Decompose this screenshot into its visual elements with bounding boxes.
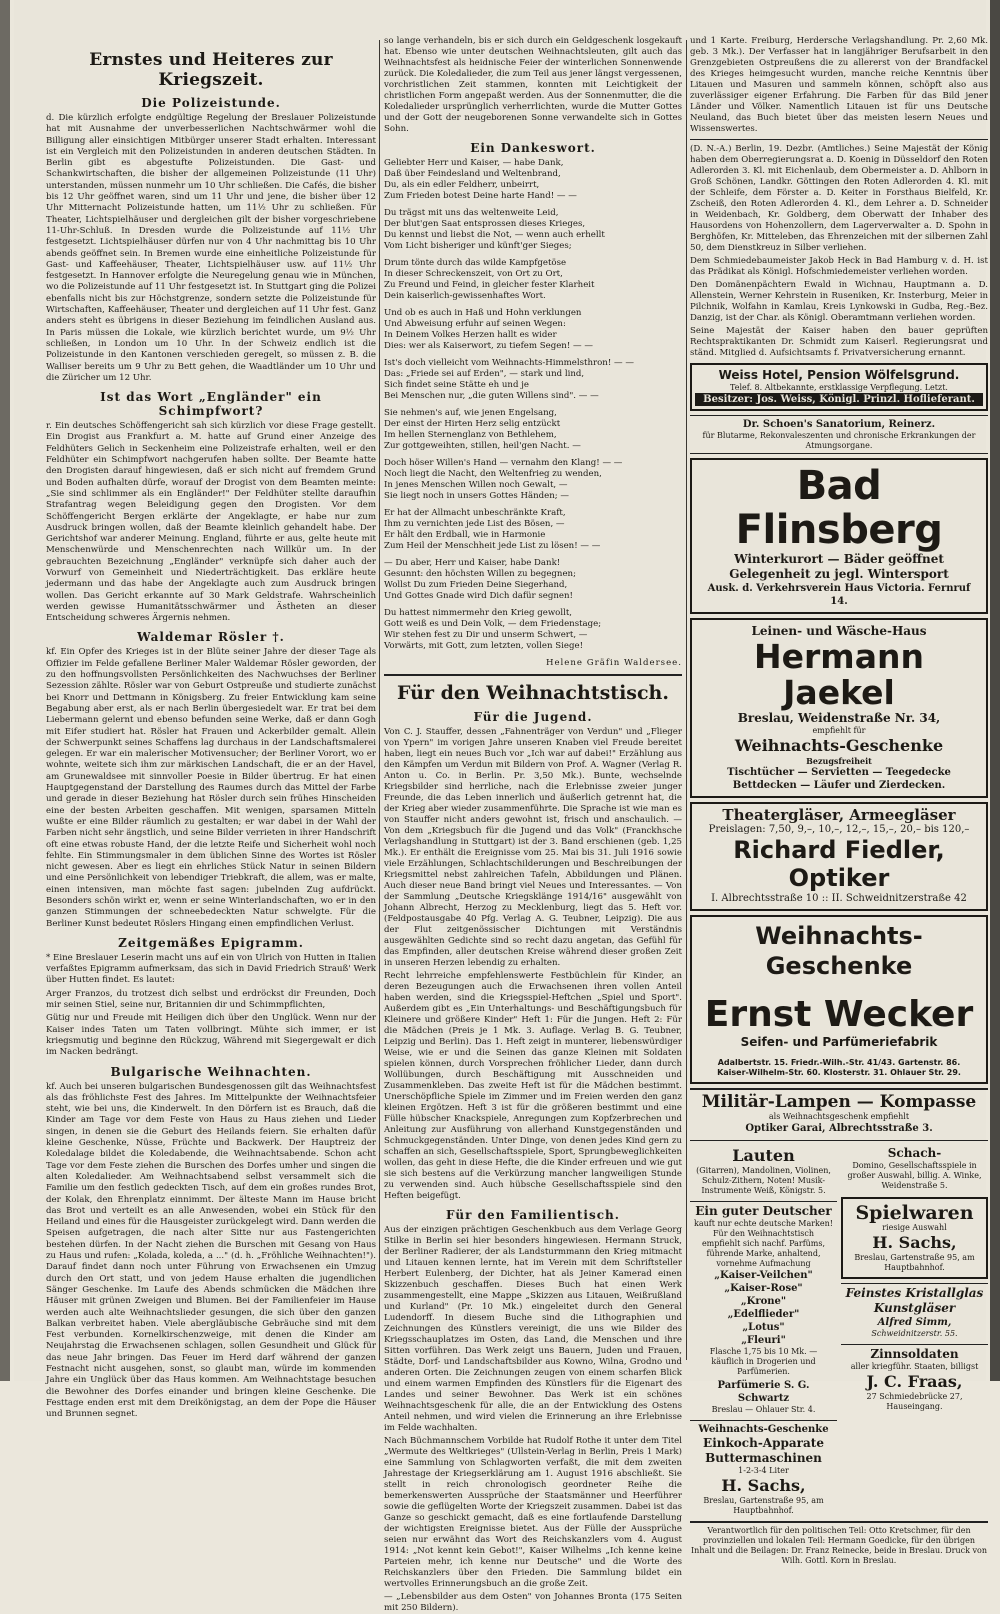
ad-title: Weiss Hotel, Pension Wölfelsgrund. — [718, 368, 960, 382]
poem-line: Zur gottgeweihten, stillen, heil'gen Nacht. — — [384, 441, 581, 451]
poem-author: Helene Gräfin Waldersee. — [545, 658, 682, 668]
perfume-item: „Fleuri" — [741, 1335, 786, 1346]
ad-address: Breslau, Weidenstraße Nr. 34, — [737, 711, 941, 725]
ad-column-left — [690, 1141, 837, 1521]
article-heading: Zeitgemäßes Epigramm. — [118, 935, 304, 950]
section-title: Für den Weihnachtstisch. — [397, 682, 669, 704]
ad-spielwaren — [841, 1197, 988, 1279]
ad-title: Parfümerie S. G. Schwartz — [717, 1380, 810, 1404]
ad-address: Adalbertstr. 15. Friedr.-Wilh.-Str. 41/43. Gartenstr. 86. — [717, 1058, 961, 1067]
poem-line: Gesunnt: den höchsten Willen zu begegnen; — [384, 569, 576, 579]
ad-owner: Besitzer: Jos. Weiss, Königl. Prinzl. Hoflieferant. — [695, 393, 983, 406]
poem-line: Vom Licht bisheriger und künft'ger Sieges; — [384, 241, 572, 251]
ad-address: I. Albrechtsstraße 10 :: II. Schweidnitzerstraße 42 — [711, 893, 967, 904]
ad-text: 1-2-3-4 Liter — [738, 1466, 789, 1475]
ad-title: Ein guter Deutscher — [695, 1204, 832, 1218]
article-heading: Die Polizeistunde. — [141, 96, 281, 110]
poem-stanza — [384, 458, 682, 502]
column-2 — [384, 36, 682, 1613]
ad-zinn — [841, 1344, 988, 1414]
divider — [690, 139, 988, 140]
poem-line: Zu Freund und Feind, in gleicher fester Klarheit — [384, 280, 595, 290]
poem-line: Dies: wer als Kaiserwort, zu tiefem Segen! — — — [384, 341, 593, 351]
ad-text: als Weihnachtsgeschenk empfiehlt — [768, 1112, 910, 1121]
ad-text: Bezugsfreiheit — [806, 756, 872, 766]
imprint-footer: Verantwortlich für den politischen Teil: Otto Kretschmer, für den provinziellen und lokalen Teil: Hermann Goedicke, für den übrigen Inhalt und die Beilagen: Dr. Franz Reinecke, beide in Breslau. Druck von Wilh. Gottl. Korn in Breslau. — [690, 1521, 988, 1566]
poem-line: Daß über Feindesland und Weltenbrand, — [384, 169, 561, 179]
article-paragraph: (D. N.-A.) Berlin, 19. Dezbr. (Amtliches.) Seine Majestät der König haben dem Oberregierungsrat a. D. Koenig in Düsseldorf den Roten Adlerorden 3. Kl. mit Eichenlaub, dem Obermeister a. D. Ahlborn in Groß Schönen, Landkr. Göttingen den Roten Adlerorden 4. Kl. mit der Schleife, dem Förster a. D. Keiter in Forsthaus Bielfeld, Kr. Zscheiß, den Roten Adlerorden 4. Kl., dem Lehrer a. D. Schneider in Weidenbach, Kr. Goldberg, dem Oberwatt der Inhaber des Hausordens von Hohenzollern, dem Lagerverwalter a. D. Spohn in Berghöfen, Kr. Mitteleben, das Ehrenzeichen mit der silbernen Zahl 50, dem Dienstkreuz in Silber verliehen. — [690, 144, 988, 253]
ad-fiedler — [690, 802, 988, 911]
ad-title: H. Sachs, — [721, 1476, 806, 1495]
poem-line: Dein kaiserlich-gewissenhaftes Wort. — [384, 291, 546, 301]
ad-schach — [841, 1144, 988, 1193]
poem-line: Bei Menschen nur, „die guten Willens sind". — — — [384, 391, 599, 401]
ad-heading: Weihnachts-Geschenke — [755, 922, 923, 980]
article-paragraph: Dem Schmiedebaumeister Jakob Heck in Bad Hamburg v. d. H. ist das Prädikat als Königl. Hofschmiedemeister verliehen worden. — [690, 256, 988, 277]
ad-text: (Gitarren), Mandolinen, Violinen, Schulz-Zithern, Noten! Musik-Instrumente Weiß, Königstr. 5. — [696, 1166, 831, 1195]
newspaper-page — [14, 0, 988, 1613]
ad-owner: Alfred Simm, — [877, 1317, 952, 1328]
ad-title: Ernst Wecker — [704, 994, 974, 1035]
ad-title: Feinstes Kristallglas Kunstgläser — [845, 1286, 984, 1315]
poem-line: Du trägst mit uns das weltenweite Leid, — [384, 208, 559, 218]
ad-text: Gelegenheit zu jegl. Wintersport — [729, 567, 949, 581]
perfume-item: „Lotus" — [742, 1322, 785, 1333]
poem-line: Gott weiß es und Dein Volk, — dem Friedenstage; — [384, 619, 602, 629]
poem-line: Du hattest nimmermehr den Krieg gewollt, — [384, 608, 573, 618]
ad-title: Lauten — [732, 1146, 795, 1165]
ad-text: aller kriegführ. Staaten, billigst — [850, 1362, 979, 1371]
article-continuation: so lange verhandeln, bis er sich durch ein Geldgeschenk losgekauft hat. Ebenso wie unter deutschen Weihnachtsleuten, gilt auch das Weihnachtsfest als heidnische Feier der winterlichen Sonnenwende zurück. Die Koledalieder, die zum Teil aus jener längst vergessenen, vorchristlichen Zeit stammen, konnten mit Leichtigkeit der christlichen Form angepaßt werden. Aus der Sonnenmutter, die die Koledalieder ursprünglich verherrlichten, wurde die Mutter Gottes und der Gott der neugeborenen Sonne verwandelte sich in Gottes Sohn. — [384, 36, 682, 134]
book-review: und 1 Karte. Freiburg, Herdersche Verlagshandlung. Pr. 2,60 Mk. geb. 3 Mk.). Der Verfasser hat in langjähriger Berufsarbeit in den Grenzgebieten Ostpreußens die zu allererst von der Brandfackel des Krieges heimgesucht wurden, manche reiche Kenntnis über Litauen und Masuren und sammeln können, schöpft also aus zuverlässiger eigener Erfahrung. Die Farben für das Bild jener Länder und Völker. Namentlich Litauen ist für uns Deutsche Neuland, das Buch bietet über das meisten lesern Neues und Wissenswertes. — [690, 36, 988, 134]
ad-title: Hermann Jaekel — [754, 637, 924, 712]
article-paragraph: Aus der einzigen prächtigen Geschenkbuch aus dem Verlage Georg Stilke in Berlin sei hier besonders hingewiesen. Hermann Struck, der Berliner Radierer, der als Landsturmmann den Krieg mitmacht und Litauen kennen lernte, hat im Verein mit dem Schriftsteller Herbert Eulenberg, der Dichter, hat als Jeiner Kamerad einen Skizzenbuch geschaffen. Dieses Buch hat einen Werk zusammengestellt, eine Mappe „Skizzen aus Litauen, Weißrußland und Kurland" (Pr. 10 Mk.) eingeleitet durch den General Ludendorff. In diesem Buche sind die Lithographien und Zeichnungen des Künstlers vereinigt, die uns wie Bilder des Kriegsschauplatzes im Osten, das Land, die Menschen und ihre Sitten vorführen. Das Werk zeigt uns Bauern, Juden und Frauen, Städte, Dorf- und Landschaftsbilder aus Kowno, Wilna, Grodno und anderen Orten. Die Zeichnungen zeugen von einem scharfen Blick und einem warmen Empfinden des Künstlers für die Eigenart des Landes und seiner Bewohner. Das Werk ist ein schönes Weihnachtsgeschenk für alle, die an der Entwicklung des Ostens Anteil nehmen, und wird vielen die Erinnerung an ihre Erlebnisse im Felde wachhalten. — [384, 1225, 682, 1433]
poem-line: Sich findet seine Stätte eh und je — [384, 380, 529, 390]
poem-line: Das: „Friede sei auf Erden", — stark und lind, — [384, 369, 585, 379]
ad-grid — [690, 1140, 988, 1521]
ad-lampen — [690, 1088, 988, 1137]
poem-line: Sie liegt noch in unsers Gottes Händen; — — [384, 491, 570, 501]
poem-line: Und Gottes Gnade wird Dich dafür segnen! — [384, 591, 573, 601]
article-body — [384, 727, 682, 1202]
ad-text: kauft nur echte deutsche Marken! Für den Weihnachtstisch empfiehlt sich nachf. Parfüms, führende Marke, anhaltend, vornehme Aufmachung — [694, 1219, 833, 1268]
ad-title: Zinnsoldaten — [870, 1347, 959, 1361]
ad-top: Leinen- und Wäsche-Haus — [751, 624, 927, 638]
ad-heading: Einkoch-Apparate — [703, 1436, 824, 1450]
subsection-heading: Für die Jugend. — [473, 710, 593, 724]
ad-address: 27 Schmiedebrücke 27, Hauseingang. — [866, 1392, 963, 1411]
poem-line: Wollst Du zum Frieden Deine Siegerhand, — [384, 580, 568, 590]
poem-stanza — [384, 208, 682, 252]
poem-line: Du kennst und liebst die Not, — wenn auch erhellt — [384, 230, 605, 240]
perfume-item: „Kaiser-Rose" — [724, 1283, 803, 1294]
ad-title: Spielwaren — [855, 1202, 974, 1224]
ad-lauten — [690, 1144, 837, 1198]
perfume-item: „Kaiser-Veilchen" — [714, 1270, 813, 1281]
poem-line: Der einst der Hirten Herz selig entzückt — [384, 419, 561, 429]
poem-stanza — [384, 358, 682, 402]
article-paragraph: Recht lehrreiche empfehlenswerte Festbüchlein für Kinder, an deren Bezeugungen auch die Erwachsenen ihren vollen Anteil haben werden, sind die Kriegsspiel-Heftchen „Spiel und Sport". Außerdem gibt es „Ein Unterhaltungs- und Beschäftigungsbuch für Kleinere und größere Kinder" Heft 1: Für die Jungen. Heft 2: Für die Mädchen (Preis je 1 Mk. 3. Auflage. Verlag B. G. Teubner, Leipzig und Berlin). Das 1. Heft zeigt in munterer, liebenswürdiger Weise, wie er und die Seinen das ganze Kleinen mit Soldaten spielen können, durch Vorsprechen fröhlicher Lieder, dann durch Wollübungen, durch Beschäftigung mit Ausschneiden und Zusammenkleben. Das zweite Heft ist für die Mädchen bestimmt. Unerschöpfliche Spiele im Zimmer und im Freien werden den ganz kleinen Ergötzen. Heft 3 ist für die größeren bestimmt und eine Fülle hübscher Knackspiele, Anregungen zum Kopfzerbrechen und Anleitung zur Ausführung von allerhand Kunstgegenständen und Schmuckgegenständen. Unter Dinge, von denen jedes Kind gern zu schaffen an sich, Gesellschaftsspiele, Sport, Sprungbeweglichkeiten wollen, das geht in diese Hefte, die die Kinder erfreuen und wie gut sie sich bestens auf die Verkürzung mancher langweiligen Stunde zu verwenden sind. Auch hübsche Gesellschaftsspiele sind den Heften beigefügt. — [384, 971, 682, 1201]
ad-text: Tischtücher — Servietten — Teegedecke — [727, 767, 951, 778]
poem-line: Der blut'gen Saat entsprossen dieses Krieges, — [384, 219, 586, 229]
article-paragraph: r. Ein deutsches Schöffengericht sah sich kürzlich vor diese Frage gestellt. Ein Drogist aus Frankfurt a. M. hatte auf Grund einer Anzeige des Feldhüters Gelich in Seckenheim eine Polizeistrafe erhalten, weil er den Feldhüter ein Schimpfwort nachgerufen haben sollte. Der Beamte hatte den Drogisten darauf hingewiesen, daß er sich nicht auf fremdem Grund und Boden aufhalten dürfe, worauf der Drogist von dem Beamten meinte: „Sie sind schlimmer als ein Engländer!" Der Feldhüter stellte daraufhin Strafantrag wegen Beleidigung gegen den Drogisten. Vor dem Schöffengericht Bergen erklärte der Angeklagte, er habe nur zum Ausdruck bringen wollen, daß der Beamte kleinlich gehandelt habe. Der Gerichtshof war anderer Meinung. England, führte er aus, gelte heute mit Menschenwürde und Menschenrechten nach Willkür um. In der gebrauchten Bezeichnung „Engländer" verknüpfe sich daher auch der Vorwurf von Gemeinheit und Niederträchtigkeit. Das erkläre heute jedermann und das habe der Angeklagte auch zum Ausdruck bringen wollen. Das Gericht erkannte auf 30 Mark Geldstrafe. Wahrscheinlich werden gewisse Humanitätsschwärmer und Ästheten an dieser Entscheidung schweres Ärgernis nehmen. — [46, 421, 376, 624]
article-heading: Waldemar Rösler †. — [137, 630, 285, 645]
ad-address: Breslau, Gartenstraße 95, am Hauptbahnhof. — [703, 1496, 824, 1515]
ad-text: Bettdecken — Läufer und Zierdecken. — [732, 780, 946, 791]
poem-stanza — [384, 158, 682, 202]
divider — [384, 674, 682, 676]
ad-jaekel — [690, 618, 988, 798]
poem-line: Und ob es auch in Haß und Hohn verklungen — [384, 308, 582, 318]
poem-line: Sie nehmen's auf, wie jenen Engelsang, — [384, 408, 557, 418]
ad-text: Winterkurort — Bäder geöffnet — [734, 552, 944, 566]
subsection-heading: Für den Familientisch. — [446, 1208, 620, 1222]
article-paragraph: Seine Majestät der Kaiser haben den bauer geprüften Rechtspraktikanten Dr. Schmidt zum Kaiserl. Regierungsrat und ständ. Mitglied d. Aufsichtsamts f. Privatversicherung ernannt. — [690, 326, 988, 358]
poem — [384, 158, 682, 652]
official-news — [690, 144, 988, 359]
poem-line: Er hält den Erdball, wie in Harmonie — [384, 530, 546, 540]
column-rule — [379, 40, 380, 1360]
article-paragraph: — „Lebensbilder aus dem Osten" von Johannes Bronta (175 Seiten mit 250 Bildern). — [384, 1592, 682, 1613]
poem-line: — Du aber, Herr und Kaiser, habe Dank! — [384, 558, 561, 568]
section-title: Ernstes und Heiteres zur Kriegszeit. — [89, 50, 333, 90]
poem-line: Ihm zu vernichten jede List des Bösen, — — [384, 519, 565, 529]
ad-column-right — [841, 1141, 988, 1521]
article-paragraph: Nach Büchmannschem Vorbilde hat Rudolf Rothe it unter dem Titel „Wermute des Weltkrieges" (Ullstein-Verlag in Berlin, Preis 1 Mark) eine Sammlung von Schlagworten verfaßt, die mit dem zweiten Jahrestage der Kriegserklärung am 1. August 1916 abschließt. Sie stellt in reich chronologisch geordneter Reihe die bemerkenswerten Aussprüche der Staatsmänner und Heerführer sowie die geflügelten Worte der Kriegszeit zusammen. Dabei ist das Ganze so geschickt gemacht, daß es eine fortlaufende Darstellung der wichtigsten Ereignisse bietet. Aus der Fülle der Aussprüche seien nur erwähnt das Wort des Reichskanzlers vom 4. August 1914: „Not kennt kein Gebot!", Kaiser Wilhelms „Ich kenne keine Parteien mehr, ich kenne nur Deutsche" und die Worte des Reichskanzlers über den Frieden. Die Sammlung bildet ein wertvolles Erinnerungsbuch an die große Zeit. — [384, 1436, 682, 1589]
ad-text: Telef. 8. Altbekannte, erstklassige Verpflegung. Letzt. — [730, 383, 948, 392]
scan-edge-left — [0, 0, 10, 1381]
ad-flinsberg — [690, 458, 988, 614]
article-paragraph: Gütig nur und Freude mit Heiligen dich über den Unglück. Wenn nur der Kaiser indes Taten um Taten vollbringt. Mühte sich immer, er ist kriegsmutig und beginne den Rückzug, Während mit Siegergewalt er dich im Nacken bedrängt. — [46, 1013, 376, 1058]
column-1 — [46, 36, 376, 1420]
perfume-list — [694, 1269, 833, 1347]
ad-text: riesige Auswahl — [882, 1223, 947, 1232]
poem-line: Im hellen Sternenglanz von Bethlehem, — [384, 430, 557, 440]
poem-line: Noch liegt die Nacht, den Weltenfrieg zu wenden, — [384, 469, 602, 479]
ad-text: Domino, Gesellschaftsspiele in großer Auswahl, billig. A. Winke, Weidenstraße 5. — [847, 1161, 982, 1190]
poem-stanza — [384, 558, 682, 602]
poem-line: Zum Frieden botest Deine harte Hand! — — — [384, 191, 577, 201]
poem-line: In Deinem Volkes Herzen hallt es wider — [384, 330, 557, 340]
poem-stanza — [384, 408, 682, 452]
poem-line: Vorwärts, mit Gott, zum letzten, vollen Siege! — [384, 641, 584, 651]
article-paragraph: kf. Ein Opfer des Krieges ist in der Blüte seiner Jahre der dieser Tage als Offizier im Felde gefallene Berliner Maler Waldemar Rösler geworden, der zu den hoffnungsvollsten Persönlichkeiten des Nachwuchses der Berliner Sezession zählte. Rösler war von Geburt Ostpreuße und studierte zunächst bei Knorr und Dettmann in Königsberg. Zu freier Entwicklung kam seine Begabung aber erst, als er nach Berlin übergesiedelt war. Er trat bei dem Liebermann gelernt und ebenso befunden seine Werke, daß er dann Gogh mit Eifer studiert hat. Rösler hat Frauen und Ackerbilder gemalt. Allein der Schwerpunkt seines Schaffens lag durchaus in der Landschaftsmalerei gelegen. Er war ein malerischer Motivensucher; der Berliner Vorort, wo er wohnte, weitete sich ihm zur märkischen Landschaft, die er an der Havel, am Grunewaldsee mit sinnvoller Poesie in Bilder übertrug. Er hat einen Hauptgegenstand der Darstellung des Raumes durch das Mittel der Farbe und gerade in dieser Beziehung hat Rösler durch sein frühes Hinscheiden eine der besten Arbeiten geschaffen. Mit wenigen, sparsamen Mitteln wußte er eine Bilder räumlich zu gestalten; er war dabei in der Wahl der Farben nicht sehr ängstlich, und seine Bilder verrieten in ihrer Handschrift oft eine etwas robuste Hand, der die letzte Reife und Sicherheit wohl noch fehlte. Ein Stimmungsmaler in dem üblichen Sinne des Wortes ist Rösler nicht gewesen. Aber es liegt ein ehrliches Stück Natur in seinen Bildern und eine Persönlichkeit von lebendiger Triebkraft, die allem, was er malte, einen intensiven, man möchte fast sagen: jubelnden Zug aufdrückt. Besonders schön wirkt er, wenn er seine Winterlandschaften, wo er in den ganzen Stimmungen der schneebedeckten Natur schwelgte. Für die Berliner Kunst bedeutet Röslers Hingang einen empfindlichen Verlust. — [46, 647, 376, 929]
ad-wecker — [690, 915, 988, 1084]
poem-stanza — [384, 258, 682, 302]
poem-line: Geliebter Herr und Kaiser, — habe Dank, — [384, 158, 564, 168]
ad-title: Schach- — [887, 1146, 942, 1160]
ad-owner: Optiker Garai, Albrechtsstraße 3. — [745, 1123, 933, 1134]
ad-text: Flasche 1,75 bis 10 Mk. — käuflich in Drogerien und Parfümerien. — [709, 1347, 818, 1376]
ad-title: Militär-Lampen — Kompasse — [701, 1092, 977, 1112]
article-paragraph: kf. Auch bei unseren bulgarischen Bundesgenossen gilt das Weihnachtsfest als das fröhlichste Fest des Jahres. Im Mittelpunkte der Weihnachtsfeier steht, wie bei uns, die Kinderwelt. In den Dörfern ist es Brauch, daß die Kinder am Tage vor dem Feste von Haus zu Haus ziehen und Lieder singen, in denen sie die Geburt des Heilands feiern. Sie erhalten dafür kleine Geschenke, Nüsse, Früchte und Backwerk. Der Hauptreiz der Koledalage bildet die Koledabende, die Weihnachtsabende. Schon acht Tage vor dem Feste ziehen die Burschen des Dorfes umher und singen die alten Koledalieder. Am Weihnachtsabend selbst versammelt sich die Familie um den festlich gedeckten Tisch, auf dem ein großes rundes Brot, der Kolak, den Ehrenplatz einnimmt. Der älteste Mann im Hause bricht das Brot und verteilt es an alle Anwesenden, wobei ein Stück für den Heiland und eines für die Hausgeister zurückgelegt wird. Dann werden die Speisen aufgetragen, die nach alter Sitte nur aus Fastengerichten bestehen dürfen. In der Nacht ziehen die Burschen mit Gesang von Haus zu Haus und rufen: „Kolada, koleda, a ..." (d. h. „Fröhliche Weihnachten!"). Darauf findet dann noch unter Führung von Erwachsenen ein Umzug durch den Ort statt, und von jedem Hause erhalten die jugendlichen Sänger Geschenke. Im Laufe des Abends schmücken die Mädchen ihre Häuser mit grünen Zweigen und Blumen. Bei der Familienfeier im Hause werden auch alte Weihnachtslieder gesungen, die sich über den ganzen Balkan verbreitet haben. Viele abergläubische Gebräuche sind mit dem Fest verbunden. Kornelkirschenzweige, mit denen die Kinder am Neujahrstag die Erwachsenen schlagen, sollen Gesundheit und Glück für das neue Jahr bringen. Das Feuer im Herd darf während der ganzen Festnacht nicht ausgehen, sonst, so glaubt man, würde im kommenden Jahre ein Unglück über das Haus kommen. Am Weihnachtstage besuchen die Bewohner des Dorfes einander und bringen kleine Geschenke. Die Festtage enden erst mit dem Dreikönigstag, an dem der Pope die Häuser und Brunnen segnet. — [46, 1081, 376, 1420]
article-heading: Bulgarische Weihnachten. — [110, 1064, 312, 1079]
article-heading: Ist das Wort „Engländer" ein Schimpfwort? — [100, 390, 322, 419]
ad-sachs-appliances — [690, 1420, 837, 1518]
ad-heading: Weihnachts-Geschenke — [734, 736, 944, 755]
poem-line: Du, als ein edler Feldherr, unbeirrt, — [384, 180, 540, 190]
poem-line: Drum tönte durch das wilde Kampfgetöse — [384, 258, 567, 268]
ad-text: Ausk. d. Verkehrsverein Haus Victoria. Fernruf 14. — [707, 583, 971, 607]
ad-title: Bad Flinsberg — [735, 463, 943, 553]
poem-line: In jenes Menschen Willen noch Gewalt, — — [384, 480, 568, 490]
poem-line: Zum Heil der Menschheit jede List zu lösen! — — — [384, 541, 601, 551]
scan-edge-right — [990, 0, 1000, 1381]
ad-owner: J. C. Fraas, — [866, 1372, 963, 1391]
ad-text: Preislagen: 7,50, 9,–, 10,–, 12,–, 15,–, 20,– bis 120,– — [708, 824, 970, 835]
ad-title: H. Sachs, — [872, 1233, 957, 1252]
ad-text: Seifen- und Parfümeriefabrik — [740, 1035, 938, 1049]
poem-title: Ein Dankeswort. — [470, 141, 596, 155]
article-paragraph: Arger Franzos, du trotzest dich selbst und erdröckst dir Freunden, Doch mir seinen Stiel, seine nur, Britannien dir und Schimmpflichten, — [46, 988, 376, 1011]
poem-line: In dieser Schreckenszeit, von Ort zu Ort, — [384, 269, 563, 279]
ad-deutscher — [690, 1201, 837, 1417]
perfume-item: „Edelflieder" — [727, 1309, 800, 1320]
perfume-item: „Krone" — [740, 1296, 787, 1307]
article-paragraph: Von C. J. Stauffer, dessen „Fahnenträger von Verdun" und „Flieger von Ypern" im vorigen Jahre unseren Knaben viel Freude bereitet haben, liegt ein neues Buch vor „Ich war auf dabei!" Erzählung aus den Kämpfen um Verdun mit Bildern von Prof. A. Wagner (Verlag R. Anton u. Co. in Berlin. Pr. 3,50 Mk.). Bunte, wechselnde Kriegsbilder sind herrliche, nach die Erlebnisse zweier junger Freunde, die das Leben innerlich und äußerlich getrennt hat, die der Krieg aber wieder zusammenführte. Die Sprache ist wie man es von Stauffer nicht anders gewohnt ist, frisch und anschaulich. — Von dem „Kriegsbuch für die Jugend und das Volk" (Franckhsche Verlagshandlung in Stuttgart) ist der 3. Band erschienen (geb. 1,25 Mk.). Er enthält die Ereignisse vom 25. Mai bis 31. Juli 1916 sowie viele Erzählungen, Schlachtschilderungen und Beschreibungen der Kriegsmittel nebst zahlreichen Tafeln, Abbildungen und Plänen. Auch dieser neue Band bringt viel Neues und Interessantes. — Von der Sammlung „Deutsche Kriegsklänge 1914/16" ausgewählt von Johann Albrecht, Herzog zu Mecklenburg, liegt das 5. Heft vor. (Feldpostausgabe 40 Pfg. Verlag A. G. Teubner, Leipzig). Die aus der Flut zeitgenössischer Dichtungen mit Verständnis ausgewählten Gedichte sind so recht dazu angetan, das Gefühl für das Empfinden, aller deutschen Kreise während dieser großen Zeit in unseren Herzen lebendig zu erhalten. — [384, 727, 682, 968]
ad-sanatorium — [690, 415, 988, 454]
poem-line: Wir stehen fest zu Dir und unserm Schwert, — — [384, 630, 588, 640]
ad-kristall — [841, 1283, 988, 1341]
ad-address: Schweidnitzerstr. 55. — [871, 1329, 958, 1338]
ad-heading: Weihnachts-Geschenke — [698, 1424, 829, 1435]
column-3 — [690, 36, 988, 1565]
column-rule — [686, 40, 687, 1360]
article-paragraph: Den Domänenpächtern Ewald in Wichnau, Hauptmann a. D. Allenstein, Werner Kehrstein in Ruseniken, Kr. Insterburg, Meier in Pilchnik, Wolfahn in Kamlau, Kreis Lynkowski in Gudba, Reg.-Bez. Danzig, ist der Char. als Königl. Oberamtmann verliehen worden. — [690, 280, 988, 323]
ad-text: empfiehlt für — [812, 726, 866, 735]
ad-address: Kaiser-Wilhelm-Str. 60. Klosterstr. 31. Ohlauer Str. 29. — [717, 1068, 961, 1077]
ad-address: Breslau — Ohlauer Str. 4. — [711, 1405, 816, 1414]
ad-heading: Buttermaschinen — [705, 1451, 822, 1465]
poem-line: Ist's doch vielleicht vom Weihnachts-Himmelsthron! — — — [384, 358, 634, 368]
ad-address: Breslau, Gartenstraße 95, am Hauptbahnhof. — [854, 1253, 975, 1272]
ad-hotel — [690, 363, 988, 411]
article-body — [384, 1225, 682, 1614]
article-paragraph: * Eine Breslauer Leserin macht uns auf ein von Ulrich von Hutten in Italien verfaßtes Epigramm aufmerksam, das sich in David Friedrich Strauß' Werk über Hutten findet. Es lautet: — [46, 952, 376, 986]
article-paragraph: d. Die kürzlich erfolgte endgültige Regelung der Breslauer Polizeistunde hat mit Ausnahme der unverbesserlichen Nachtschwärmer wohl die Billigung aller einsichtigen Mitbürger unserer Stadt erhalten. Interessant ist ein Vergleich mit den Polizeistunden in anderen deutschen Städten. In Berlin gibt es abgestufte Polizeistunden. Die Gast- und Schankwirtschaften, die bisher der allgemeinen Polizeistunde (11 Uhr) unterstanden, müssen nunmehr um 10 Uhr schließen. Die Cafés, die bisher bis 12 Uhr geöffnet waren, sind um 11 Uhr und jene, die bisher über 12 Uhr Mitternacht Polizeistunde hatten, um 11½ Uhr zu schließen. Für Theater, Lichtspielhäuser und dergleichen gilt der bisher vorgeschriebene 11-Uhr-Schluß. In Dresden wurde die Polizeistunde auf 11½ Uhr festgesetzt. Lichtspielhäuser dürfen nur von 4 Uhr nachmittag bis 10 Uhr abends geöffnet sein. In Bremen wurde eine einheitliche Polizeistunde für Gast- und Kaffeehäuser, Theater, Lichtspielhäuser usw. auf 11½ Uhr festgesetzt. In Hannover erfolgte die Neuregelung genau wie in München, wo die Polizeistunde auf 11 Uhr festgesetzt ist. In Stuttgart ging die Polizei ebenfalls nicht bis zur Höchstgrenze, sondern setzte die Polizeistunde für Wirtschaften, Kaffeehäuser, Theater und dergleichen auf 11 Uhr fest. Ganz anders steht es übrigens in dieser Beziehung im feindlichen Ausland aus. In Paris müssen die Lokale, wie kürzlich berichtet wurde, um 9½ Uhr schließen, in London um 10 Uhr. In der Schweiz endlich ist die Polizeistunde in den Kantonen verschieden geregelt, so müssen z. B. die Walliser bereits um 9 Uhr zu Bett gehen, die Waadtländer um 10 Uhr und die Züricher um 12 Uhr. — [46, 113, 376, 383]
poem-stanza — [384, 308, 682, 352]
poem-line: Er hat der Allmacht unbeschränkte Kraft, — [384, 508, 566, 518]
poem-stanza — [384, 508, 682, 552]
ad-title: Richard Fiedler, Optiker — [733, 836, 945, 892]
article-list — [46, 96, 376, 1420]
poem-line: Doch höser Willen's Hand — vernahm den Klang! — — — [384, 458, 623, 468]
ad-text: für Blutarme, Rekonvaleszenten und chronische Erkrankungen der Atmungsorgane. — [702, 431, 976, 450]
poem-stanza — [384, 608, 682, 652]
ad-heading: Theatergläser, Armeegläser — [722, 806, 956, 824]
ad-title: Dr. Schoen's Sanatorium, Reinerz. — [742, 419, 936, 430]
poem-line: Und Abweisung erfuhr auf seinen Wegen: — [384, 319, 566, 329]
